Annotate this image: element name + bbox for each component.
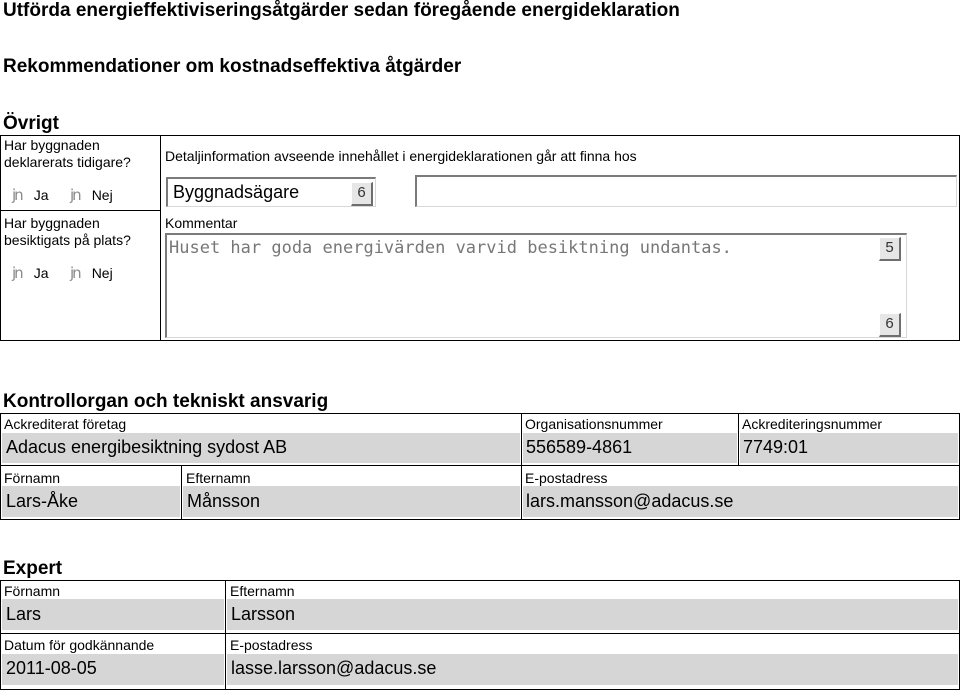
radio-icon: jn [70, 186, 80, 204]
ovrigt-divider [160, 135, 161, 341]
detail-info-label: Detaljinformation avseende innehållet i energideklarationen går att finna hos [165, 148, 637, 164]
inspected-yes-radio[interactable] [12, 264, 48, 282]
expert-last-name-value: Larsson [231, 604, 296, 624]
orgnr-value: 556589-4861 [526, 437, 633, 457]
declared-yes-radio[interactable] [12, 186, 48, 204]
accreditation-label: Ackrediteringsnummer [742, 416, 883, 432]
kontrollorgan-row-divider [0, 465, 960, 466]
orgnr-label: Organisationsnummer [525, 416, 663, 432]
email-label: E-postadress [525, 470, 608, 486]
expert-last-name-field [227, 599, 958, 630]
performed-measures-title: Utförda energieffektiviseringsåtgärder sedan föregående energideklaration [3, 0, 680, 21]
kontrollorgan-heading: Kontrollorgan och tekniskt ansvarig [3, 391, 329, 412]
kontrollorgan-divider [521, 413, 522, 520]
declared-no-radio[interactable] [70, 186, 113, 204]
comment-label: Kommentar [165, 215, 238, 231]
radio-icon: jn [70, 264, 80, 282]
scroll-down-icon[interactable]: 6 [879, 313, 901, 337]
kontrollorgan-divider [181, 465, 182, 520]
radio-label-yes: Ja [33, 187, 49, 203]
chevron-down-icon[interactable]: 6 [351, 182, 373, 206]
scroll-up-icon[interactable]: 5 [879, 237, 901, 261]
company-label: Ackrediterat företag [4, 416, 127, 432]
accreditation-value: 7749:01 [743, 437, 809, 457]
expert-last-name-label: Efternamn [230, 583, 295, 599]
last-name-value: Månsson [187, 491, 261, 511]
last-name-label: Efternamn [186, 470, 251, 486]
radio-icon: jn [12, 186, 22, 204]
comment-textarea[interactable] [165, 233, 907, 338]
expert-first-name-label: Förnamn [4, 583, 61, 599]
expert-row-divider [0, 633, 960, 634]
first-name-value: Lars-Åke [6, 491, 79, 511]
comment-text: Huset har goda energivärden varvid besiktning undantas. [169, 238, 732, 258]
inspected-no-radio[interactable] [70, 264, 113, 282]
radio-label-yes: Ja [33, 265, 49, 281]
radio-icon: jn [12, 264, 22, 282]
radio-label-no: Nej [91, 187, 113, 203]
approval-date-label: Datum för godkännande [4, 637, 155, 653]
first-name-label: Förnamn [4, 470, 61, 486]
company-value: Adacus energibesiktning sydost AB [6, 437, 288, 457]
expert-email-label: E-postadress [230, 637, 313, 653]
expert-first-name-value: Lars [6, 604, 42, 624]
radio-label-no: Nej [91, 265, 113, 281]
expert-email-value: lasse.larsson@adacus.se [231, 658, 437, 678]
expert-heading: Expert [3, 558, 63, 579]
approval-date-value: 2011-08-05 [6, 658, 97, 678]
recommendations-title: Rekommendationer om kostnadseffektiva åtgärder [3, 56, 462, 77]
ovrigt-heading: Övrigt [3, 113, 59, 134]
detail-source-value: Byggnadsägare [173, 182, 300, 202]
email-value: lars.mansson@adacus.se [526, 491, 734, 511]
kontrollorgan-divider [738, 413, 739, 465]
question-declared-before: Har byggnaden deklarerats tidigare? [4, 137, 131, 170]
question-inspected-on-site: Har byggnaden besiktigats på plats? [4, 215, 131, 248]
detail-source-select[interactable] [166, 177, 376, 207]
detail-source-text-field[interactable] [415, 175, 957, 207]
ovrigt-question-divider [0, 210, 160, 211]
expert-divider [225, 580, 226, 690]
